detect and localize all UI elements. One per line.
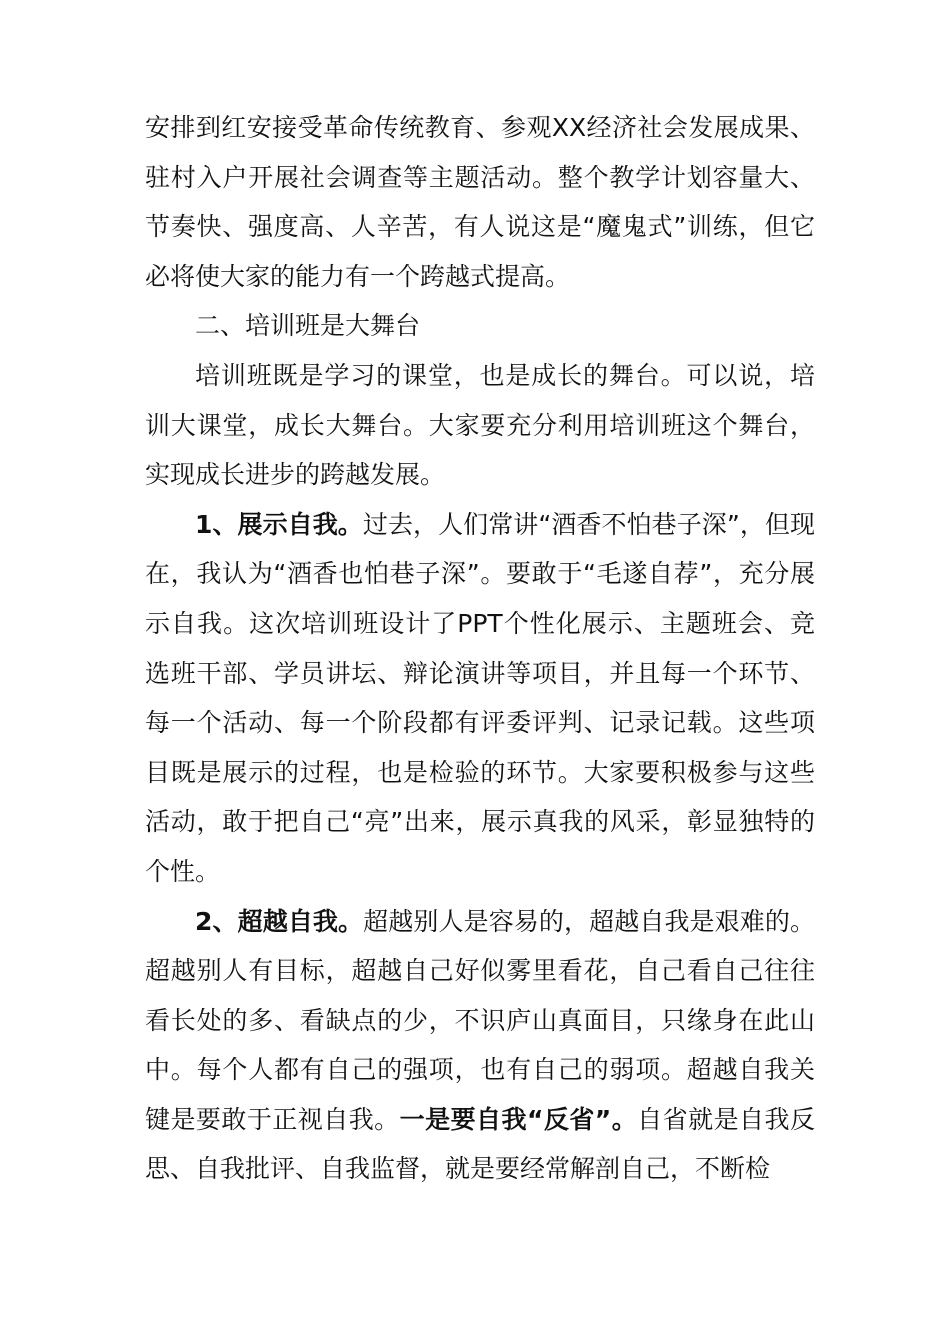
point-title-2: 2、超越自我。 <box>195 906 364 936</box>
paragraph-show-yourself <box>145 500 815 897</box>
paragraph-continued: 安排到红安接受革命传统教育、参观XX经济社会发展成果、驻村入户开展社会调查等主题活动。整个教学计划容量大、节奏快、强度高、人辛苦，有人说这是“魔鬼式”训练，但它必将使大家的能力有一个跨越式提高。 <box>145 113 815 291</box>
point-body-1: 过去，人们常讲“酒香不怕巷子深”，但现在，我认为“酒香也怕巷子深”。要敢于“毛遂自荐”，充分展示自我。这次培训班设计了PPT个性化展示、主题班会、竞选班干部、学员讲坛、辩论演讲等项目，并且每一个环节、每一个活动、每一个阶段都有评委评判、记录记载。这些项目既是展示的过程，也是检验的环节。大家要积极参与这些活动，敢于把自己“亮”出来，展示真我的风采，彰显独特的个性。 <box>145 509 815 886</box>
point-body-2: 超越别人是容易的，超越自我是艰难的。超越别人有目标，超越自己好似雾里看花，自己看自己往往看长处的多、看缺点的少，不识庐山真面目，只缘身在此山中。每个人都有自己的强项，也有自己的弱项。超越自我关键是要敢于正视自我。 <box>145 906 815 1134</box>
paragraph-surpass-yourself <box>145 897 815 1195</box>
point-title-1: 1、展示自我。 <box>195 509 363 539</box>
sub-point-body: 自省就是自我反思、自我批评、自我监督，就是要经常解剖自己，不断检 <box>145 1104 815 1184</box>
document-page <box>145 103 815 1194</box>
section-heading: 二、培训班是大舞台 <box>195 311 421 341</box>
paragraph-stage: 培训班既是学习的课堂，也是成长的舞台。可以说，培训大课堂，成长大舞台。大家要充分利用培训班这个舞台，实现成长进步的跨越发展。 <box>145 360 815 490</box>
sub-point-title: 一是要自我“反省”。 <box>399 1104 638 1134</box>
